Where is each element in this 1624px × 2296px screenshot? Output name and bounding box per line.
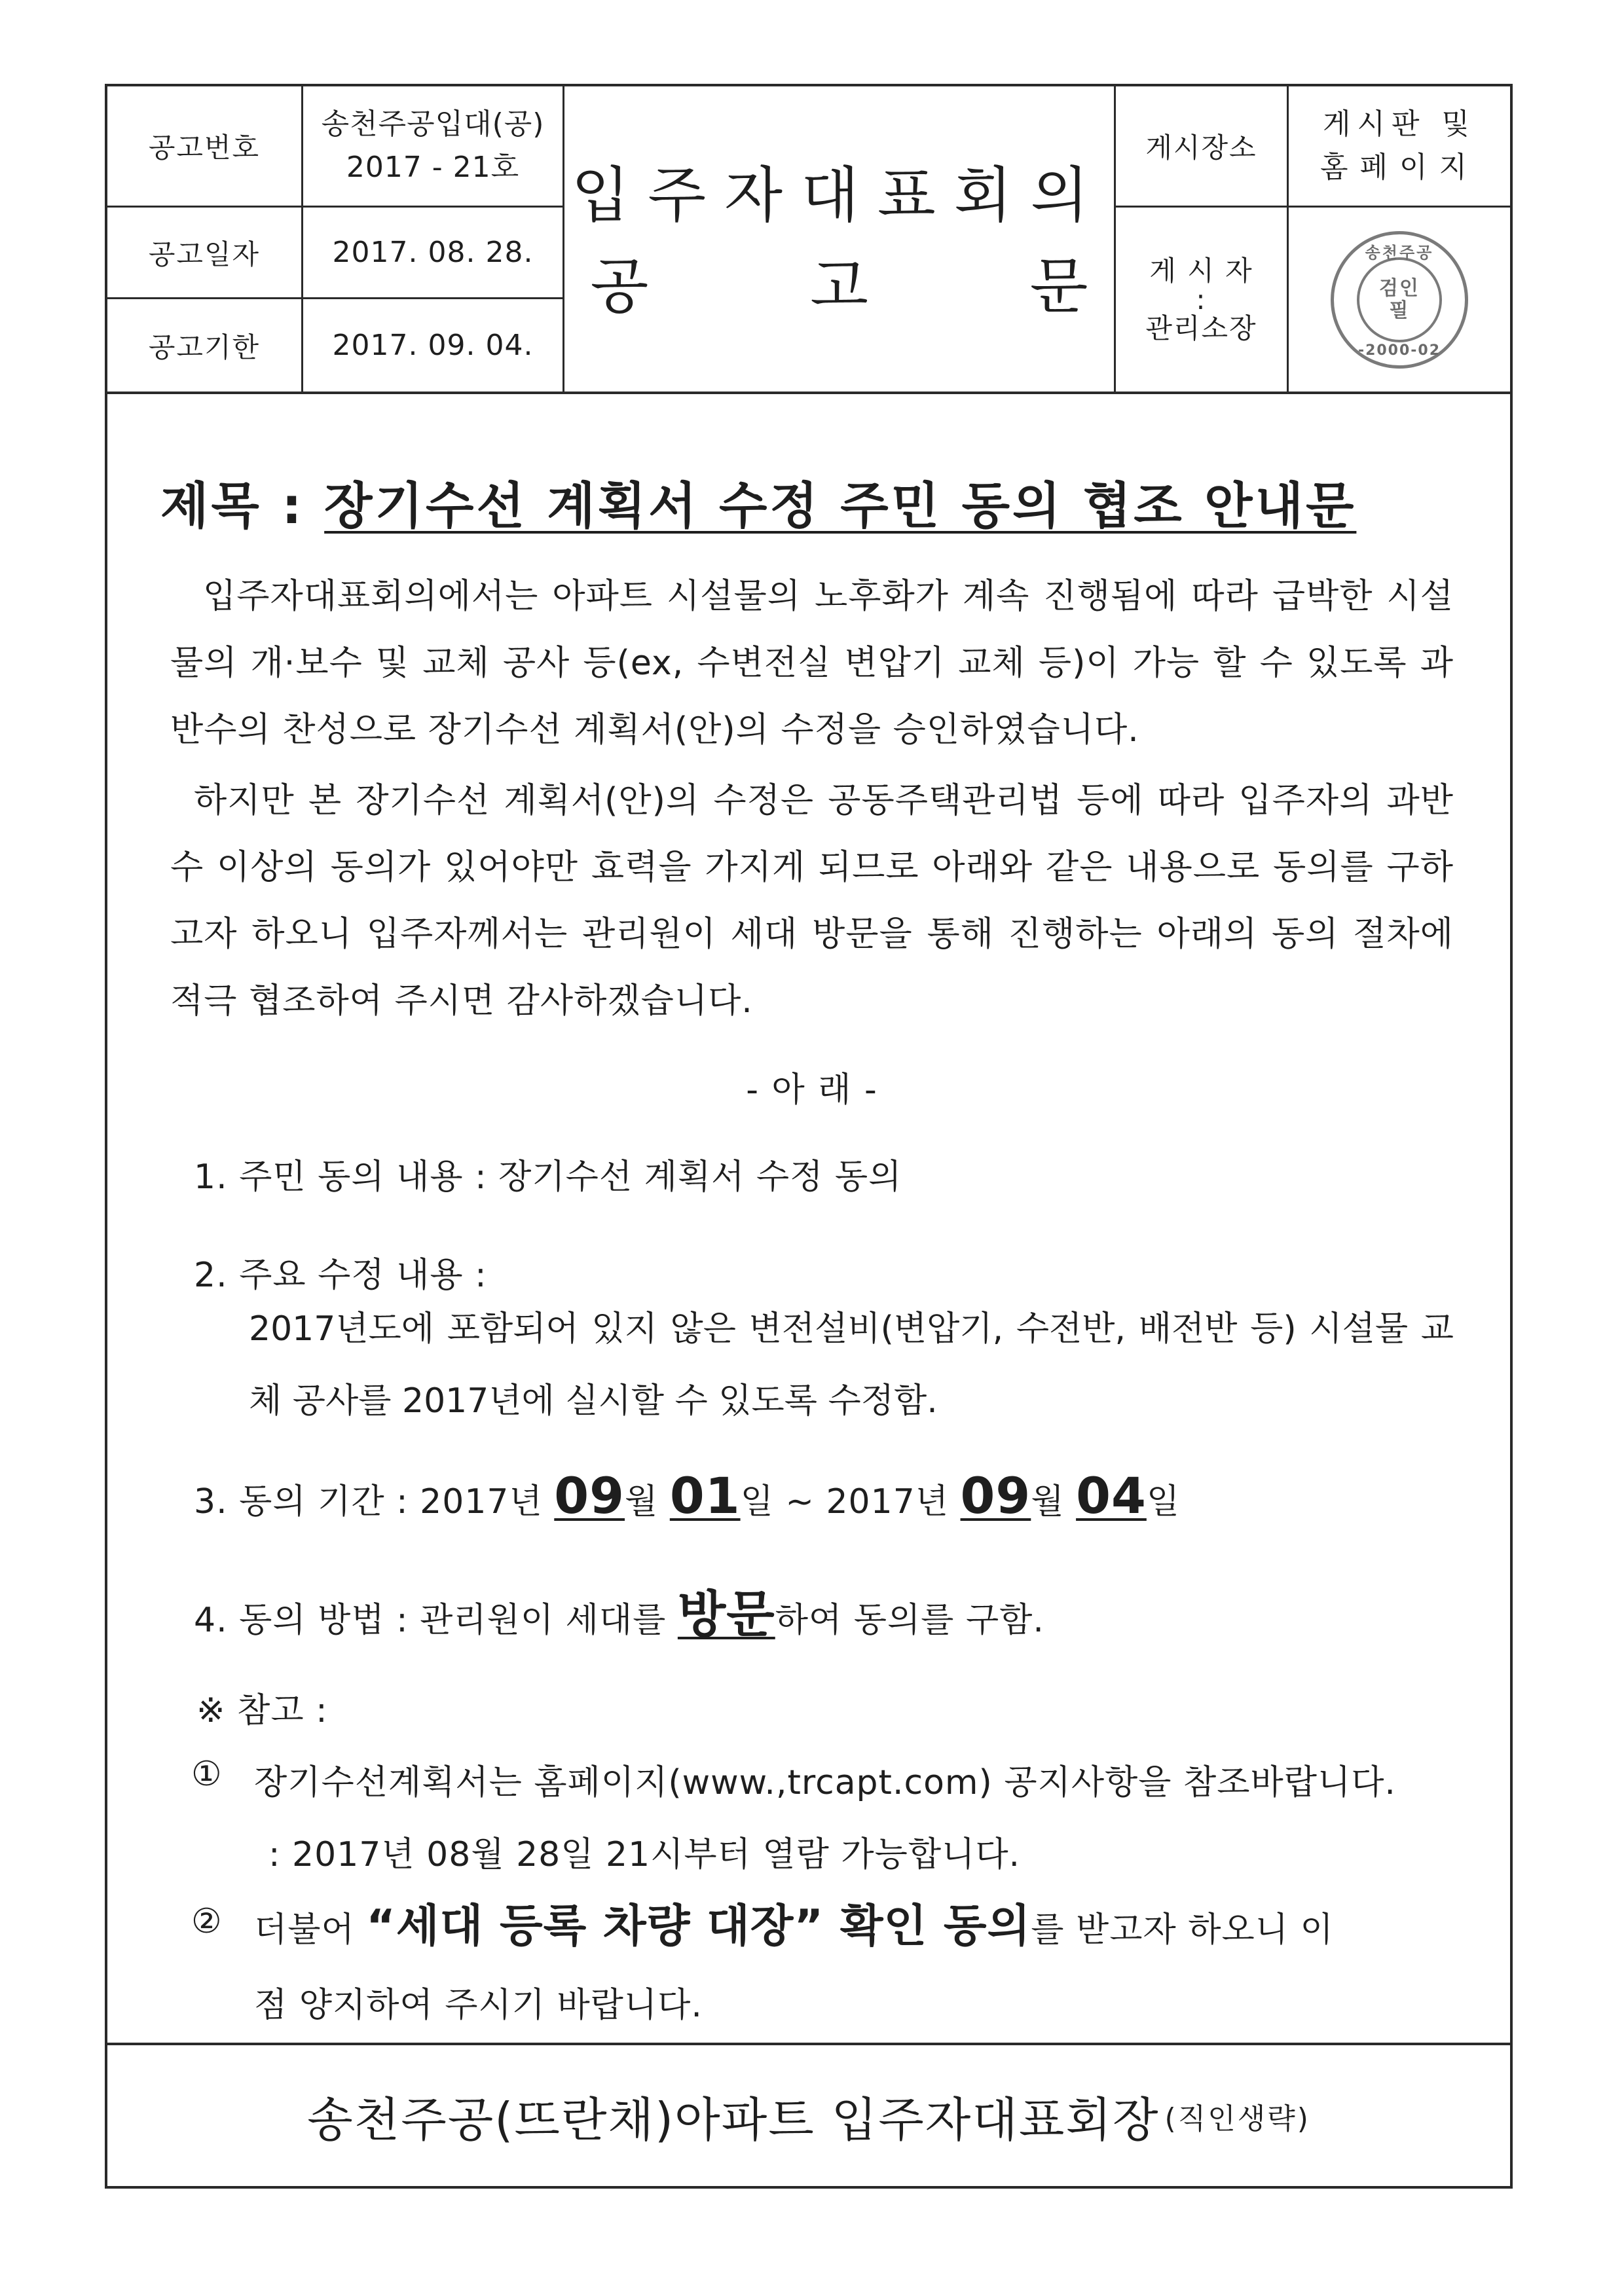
item-2-heading: 2. 주요 수정 내용 : bbox=[194, 1256, 487, 1295]
document-title bbox=[564, 86, 1114, 392]
item-3-prefix: 3. 동의 기간 : 2017년 bbox=[194, 1482, 555, 1522]
title-line2 bbox=[591, 238, 1088, 325]
footer-seal-omitted: (직인생략) bbox=[1164, 2102, 1310, 2136]
notes-heading: ※ 참고 : bbox=[196, 1691, 328, 1730]
poster-label-line1: 게 시 자 bbox=[1149, 254, 1253, 287]
subject-line bbox=[160, 466, 1356, 538]
note-2-quote: “세대 등록 차량 대장” bbox=[366, 1901, 824, 1952]
notice-deadline-value: 2017. 09. 04. bbox=[332, 328, 534, 362]
official-seal-stamp bbox=[1331, 231, 1468, 369]
item-3-start-month: 09 bbox=[554, 1467, 625, 1525]
note-2-line2: 점 양지하여 주시기 바랍니다. bbox=[254, 1986, 703, 2025]
below-heading: - 아 래 - bbox=[746, 1070, 878, 1110]
item-4-suffix: 하여 동의를 구함. bbox=[775, 1601, 1044, 1640]
subject-title: 장기수선 계획서 수정 주민 동의 협조 안내문 bbox=[324, 477, 1357, 535]
notice-no-value-line2: 2017 - 21호 bbox=[346, 151, 520, 184]
footer-signature-block bbox=[105, 2045, 1513, 2186]
seal-bottom-text: -2000-02 bbox=[1357, 342, 1441, 359]
title-char-1: 공 bbox=[590, 251, 649, 321]
item-3-start-day: 01 bbox=[669, 1467, 741, 1525]
note-2-emphasis: 확인 동의 bbox=[824, 1901, 1031, 1952]
title-char-2: 고 bbox=[810, 251, 868, 321]
item-3-end-month-label: 월 bbox=[1031, 1482, 1077, 1522]
notice-no-value-line1: 송천주공입대(공) bbox=[321, 107, 545, 141]
poster-label-line2: : bbox=[1196, 283, 1207, 316]
note-2-marker: ② bbox=[191, 1902, 223, 1941]
title-line1: 입주자대표회의 bbox=[571, 160, 1107, 230]
note-1-marker: ① bbox=[191, 1755, 223, 1794]
item-3-month-label: 월 bbox=[625, 1482, 670, 1522]
poster-label-line3: 관리소장 bbox=[1145, 312, 1257, 344]
item-3-day-label: 일 ~ 2017년 bbox=[740, 1482, 961, 1522]
notice-date-value: 2017. 08. 28. bbox=[332, 235, 534, 269]
item-4-prefix: 4. 동의 방법 : 관리원이 세대를 bbox=[194, 1601, 678, 1640]
item-3-end-day-label: 일 bbox=[1146, 1482, 1181, 1522]
item-4-consent-method bbox=[194, 1575, 1044, 1646]
note-1-text: 장기수선계획서는 홈페이지(www.,trcapt.com) 공지사항을 참조바랍니다. bbox=[254, 1763, 1396, 1802]
header-table bbox=[107, 86, 1510, 394]
subject-prefix: 제목 : bbox=[160, 477, 304, 535]
notice-no-label: 공고번호 bbox=[148, 132, 261, 164]
seal-inner-line2: 필 bbox=[1389, 299, 1410, 322]
item-3-consent-period bbox=[194, 1467, 1180, 1525]
seal-inner-line1: 검인 bbox=[1379, 276, 1420, 300]
item-4-emphasis: 방문 bbox=[677, 1585, 775, 1643]
item-2-detail: 2017년도에 포함되어 있지 않은 변전설비(변압기, 수전반, 배전반 등) 시설물 교체 공사를 2017년에 실시할 수 있도록 수정함. bbox=[249, 1309, 1454, 1421]
footer-signature: 송천주공(뜨란채)아파트 입주자대표회장 bbox=[307, 2092, 1160, 2147]
seal-top-text: 송천주공 bbox=[1365, 243, 1434, 262]
posting-place-line2: 홈페이지 bbox=[1320, 151, 1479, 184]
note-2-suffix: 를 받고자 하오니 이 bbox=[1031, 1910, 1334, 1950]
note-2-text bbox=[254, 1891, 1334, 1954]
notice-no-value bbox=[303, 86, 563, 206]
posting-place-value bbox=[1289, 86, 1510, 206]
note-2-prefix: 더불어 bbox=[254, 1910, 367, 1950]
seal-inner bbox=[1357, 257, 1442, 342]
body-paragraph-1: 입주자대표회의에서는 아파트 시설물의 노후화가 계속 진행됨에 따라 급박한 시설물의 개·보수 및 교체 공사 등(ex, 수변전실 변압기 교체 등)이 가능 할 수 있도록 과반수의 찬성으로 장기수선 계획서(안)의 수정을 승인하였습니다. bbox=[170, 577, 1454, 750]
notice-date-label: 공고일자 bbox=[148, 238, 261, 270]
seal-cell bbox=[1289, 208, 1510, 392]
item-3-end-month: 09 bbox=[960, 1467, 1031, 1525]
item-3-end-day: 04 bbox=[1076, 1467, 1147, 1525]
posting-place-line1: 게시판 및 bbox=[1322, 107, 1476, 141]
posting-place-label: 게시장소 bbox=[1145, 132, 1257, 164]
poster-label bbox=[1116, 208, 1287, 392]
notice-deadline-label: 공고기한 bbox=[148, 331, 261, 363]
body-paragraph-2: 하지만 본 장기수선 계획서(안)의 수정은 공동주택관리법 등에 따라 입주자의 과반수 이상의 동의가 있어야만 효력을 가지게 되므로 아래와 같은 내용으로 동의를 구하고자 하오니 입주자께서는 관리원이 세대 방문을 통해 진행하는 아래의 동의 절차에 적극 협조하여 주시면 감사하겠습니다. bbox=[170, 781, 1454, 1021]
title-char-3: 문 bbox=[1029, 251, 1088, 321]
item-1-consent-content: 1. 주민 동의 내용 : 장기수선 계획서 수정 동의 bbox=[194, 1157, 902, 1197]
note-1-sub: : 2017년 08월 28일 21시부터 열람 가능합니다. bbox=[268, 1835, 1021, 1874]
